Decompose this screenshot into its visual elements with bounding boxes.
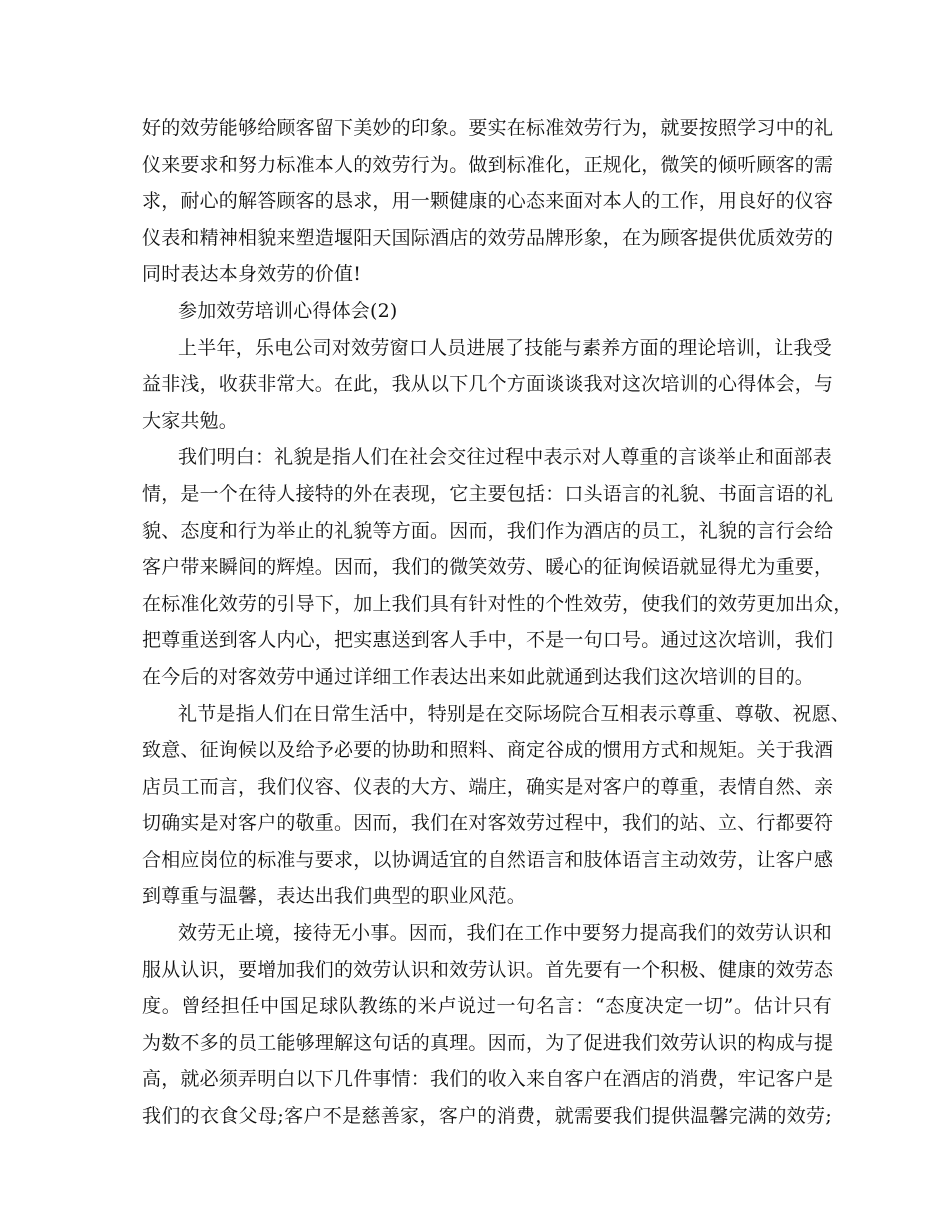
text-line: 合相应岗位的标准与要求，以协调适宜的自然语言和肢体语言主动效劳，让客户感 — [142, 848, 834, 871]
text-line: 同时表达本身效劳的价值! — [142, 263, 362, 286]
text-line: 切确实是对客户的敬重。因而，我们在对客效劳过程中，我们的站、立、行都要符 — [142, 812, 834, 835]
body-text — [142, 110, 853, 1135]
text-line: 度。曾经担任中国足球队教练的米卢说过一句名言：“态度决定一切”。估计只有 — [142, 995, 832, 1018]
text-line: 在今后的对客效劳中通过详细工作表达出来如此就通到达我们这次培训的目的。 — [142, 665, 815, 688]
text-line: 客户带来瞬间的辉煌。因而，我们的微笑效劳、暖心的征询候语就显得尤为重要， — [142, 556, 834, 579]
paragraph-first-line: 效劳无止境，接待无小事。因而，我们在工作中要努力提高我们的效劳认识和 — [178, 922, 832, 945]
text-line: 服从认识，要增加我们的效劳认识和效劳认识。首先要有一个积极、健康的效劳态 — [142, 958, 834, 981]
text-line: 益非浅，收获非常大。在此，我从以下几个方面谈谈我对这次培训的心得体会，与 — [142, 373, 834, 396]
text-line: 致意、征询候以及给予必要的协助和照料、商定谷成的惯用方式和规矩。关于我酒 — [142, 739, 834, 762]
text-line: 情，是一个在待人接特的外在表现，它主要包括：口头语言的礼貌、书面言语的礼 — [142, 482, 834, 505]
text-line: 貌、态度和行为举止的礼貌等方面。因而，我们作为酒店的员工，礼貌的言行会给 — [142, 519, 834, 542]
text-line: 到尊重与温馨，表达出我们典型的职业风范。 — [142, 885, 527, 908]
paragraph-first-line: 我们明白：礼貌是指人们在社会交往过程中表示对人尊重的言谈举止和面部表 — [178, 446, 832, 469]
text-line: 我们的衣食父母;客户不是慈善家，客户的消费，就需要我们提供温馨完满的效劳; — [142, 1105, 832, 1128]
text-line: 好的效劳能够给顾客留下美妙的印象。要实在标准效劳行为，就要按照学习中的礼 — [142, 117, 834, 139]
section-heading: 参加效劳培训心得体会(2) — [178, 299, 398, 322]
text-line: 仪来要求和努力标准本人的效劳行为。做到标准化，正规化，微笑的倾听顾客的需 — [142, 153, 834, 176]
text-line: 在标准化效劳的引导下，加上我们具有针对性的个性效劳，使我们的效劳更加出众， — [142, 592, 853, 615]
text-line: 仪表和精神相貌来塑造堰阳天国际酒店的效劳品牌形象，在为顾客提供优质效劳的 — [142, 226, 834, 249]
text-line: 店员工而言，我们仪容、仪表的大方、端庄，确实是对客户的尊重，表情自然、亲 — [142, 775, 834, 798]
text-line: 为数不多的员工能够理解这句话的真理。因而，为了促进我们效劳认识的构成与提 — [142, 1031, 834, 1054]
text-line: 大家共勉。 — [142, 409, 239, 432]
text-line: 求，耐心的解答顾客的恳求，用一颗健康的心态来面对本人的工作，用良好的仪容 — [142, 190, 834, 213]
paragraph-first-line: 礼节是指人们在日常生活中，特别是在交际场院合互相表示尊重、尊敬、祝愿、 — [178, 702, 851, 725]
paragraph-first-line: 上半年，乐电公司对效劳窗口人员进展了技能与素养方面的理论培训，让我受 — [178, 336, 832, 359]
text-line: 把尊重送到客人内心，把实惠送到客人手中，不是一句口号。通过这次培训，我们 — [142, 629, 834, 652]
text-line: 高，就必须弄明白以下几件事情：我们的收入来自客户在酒店的消费，牢记客户是 — [142, 1068, 834, 1091]
